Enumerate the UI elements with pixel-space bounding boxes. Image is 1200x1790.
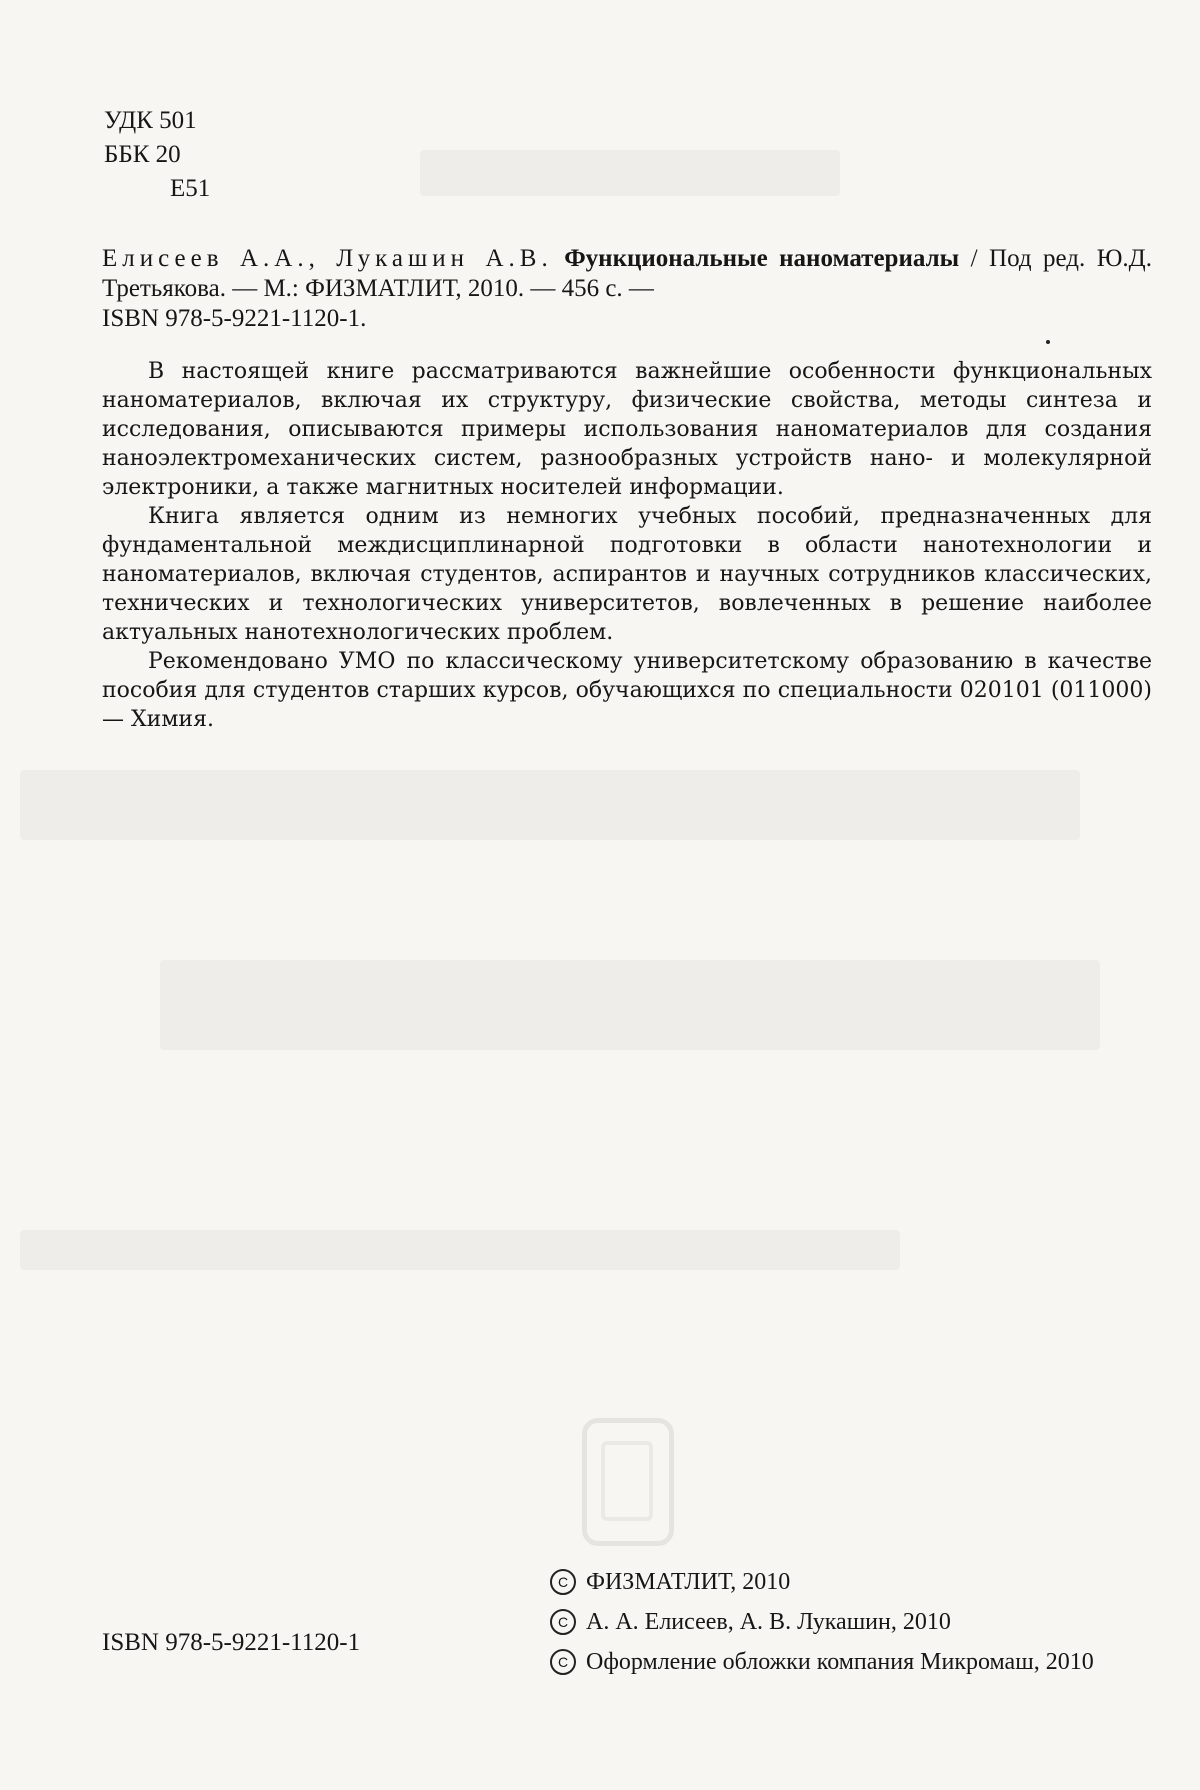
bleed-through-mark xyxy=(160,960,1100,1050)
publisher-emblem-bleed-through xyxy=(582,1418,674,1546)
publication-details: Под ред. Ю.Д. Третьякова. — М.: ФИЗМАТЛИТ, 2010. — 456 с. — xyxy=(102,245,1152,302)
annotation-paragraph: Книга является одним из немногих учебных пособий, предназначенных для фундаментальной междисциплинарной подготовки в области нанотехнологии и наноматериалов, включая студентов, аспирантов и научных сотрудников классических, технических и технологических университетов, вовлеченных в решение наиболее актуальных нанотехнологических проблем. xyxy=(102,504,1152,645)
copyright-text: А. А. Елисеев, А. В. Лукашин, 2010 xyxy=(586,1609,951,1635)
annotation xyxy=(102,357,1152,734)
author-code: Е51 xyxy=(170,175,211,202)
udk-code: УДК 501 xyxy=(104,107,197,134)
title-slash: / xyxy=(970,245,978,272)
record-isbn: ISBN 978-5-9221-1120-1. xyxy=(102,305,367,332)
bleed-through-mark xyxy=(420,150,840,196)
copyright-text: ФИЗМАТЛИТ, 2010 xyxy=(586,1569,791,1595)
annotation-paragraph: Рекомендовано УМО по классическому университетскому образованию в качестве пособия для студентов старших курсов, обучающихся по специальности 020101 (011000) — Химия. xyxy=(102,649,1152,732)
authors: Елисеев А.А., Лукашин А.В. xyxy=(102,245,553,272)
copyright-line xyxy=(550,1562,1094,1602)
bleed-through-mark xyxy=(20,1230,900,1270)
copyright-icon: C xyxy=(550,1569,576,1595)
copyright-text: Оформление обложки компания Микромаш, 2010 xyxy=(586,1649,1094,1675)
bleed-through-mark xyxy=(20,770,1080,840)
bibliographic-record xyxy=(102,244,1152,334)
classification-block xyxy=(104,104,210,206)
book-title: Функциональные наноматериалы xyxy=(564,245,960,272)
copyright-line xyxy=(550,1642,1094,1682)
copyright-icon: C xyxy=(550,1649,576,1675)
footer-isbn: ISBN 978-5-9221-1120-1 xyxy=(102,1629,361,1656)
annotation-paragraph: В настоящей книге рассматриваются важнейшие особенности функциональных наноматериалов, включая их структуру, физические свойства, методы синтеза и исследования, описываются примеры использования наноматериалов для создания наноэлектромеханических систем, разнообразных устройств нано- и молекулярной электроники, а также магнитных носителей информации. xyxy=(102,359,1152,500)
copyright-line xyxy=(550,1602,1094,1642)
copyright-icon: C xyxy=(550,1609,576,1635)
bbk-code: ББК 20 xyxy=(104,141,181,168)
copyright-block xyxy=(550,1562,1094,1682)
stray-dot xyxy=(1046,340,1050,344)
